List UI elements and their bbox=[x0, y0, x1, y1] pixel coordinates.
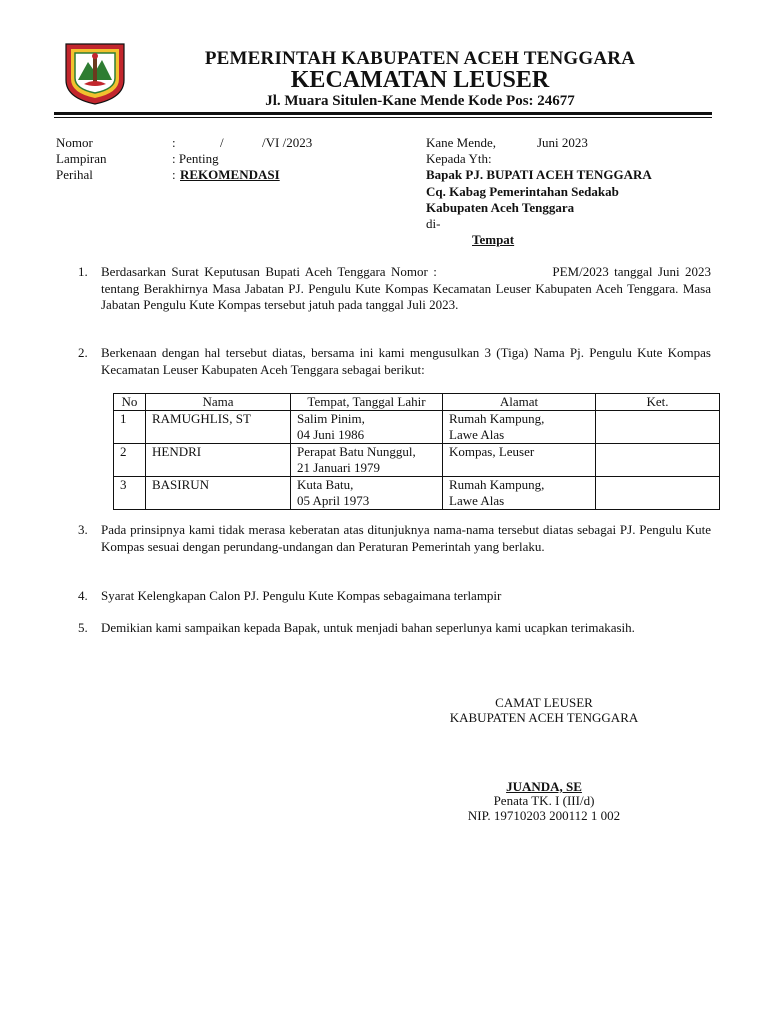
lampiran-value: : Penting bbox=[172, 151, 219, 166]
recipient-di: di- bbox=[426, 216, 441, 231]
kabupaten-emblem-logo bbox=[60, 40, 130, 106]
cell-ket bbox=[596, 444, 720, 477]
cell-nama: RAMUGHLIS, ST bbox=[146, 411, 291, 444]
nomor-slash: / bbox=[220, 135, 224, 150]
cell-alamat bbox=[443, 477, 596, 510]
point-3-text: Pada prinsipnya kami tidak merasa keberatan atas ditunjuknya nama-nama tersebut diatas sebagai PJ. Pengulu Kute Kompas sesuai dengan perundang-undangan dan Peraturan Pemerintah yang berlaku. bbox=[101, 522, 711, 554]
cell-ttl-date: 04 Juni 1986 bbox=[297, 427, 365, 442]
cell-ttl bbox=[291, 411, 443, 444]
table-header-row bbox=[114, 394, 720, 411]
cell-alamat-line-1: Rumah Kampung, bbox=[449, 477, 545, 492]
candidate-table bbox=[113, 393, 720, 510]
cell-nama: BASIRUN bbox=[146, 477, 291, 510]
letterhead-government: PEMERINTAH KABUPATEN ACEH TENGGARA bbox=[204, 48, 636, 69]
letterhead-district: KECAMATAN LEUSER bbox=[290, 67, 550, 93]
table-row bbox=[114, 444, 720, 477]
point-4-number: 4. bbox=[78, 588, 88, 603]
point-4-text: Syarat Kelengkapan Calon PJ. Pengulu Kute Kompas sebagaimana terlampir bbox=[101, 588, 502, 603]
cell-ttl-place: Kuta Batu, bbox=[297, 477, 354, 492]
nomor-colon: : bbox=[172, 135, 176, 150]
point-1-text-b: PEM/2023 tanggal Juni 2023 tentang Berakhirnya Masa Jabatan PJ. Pengulu Kute Kompas Kecamatan Leuser Kabupaten Aceh Tenggara. Masa Jabatan Pengulu Kute Kompas tersebut jatuh pada tanggal Juli 2023. bbox=[101, 264, 712, 312]
table-row bbox=[114, 477, 720, 510]
signatory-nip: NIP. 19710203 200112 1 002 bbox=[467, 808, 621, 823]
point-5-number: 5. bbox=[78, 620, 88, 635]
signatory-title-2: KABUPATEN ACEH TENGGARA bbox=[449, 710, 639, 725]
perihal-value: REKOMENDASI bbox=[180, 167, 280, 182]
cell-nama: HENDRI bbox=[146, 444, 291, 477]
cell-no: 3 bbox=[114, 477, 146, 510]
recipient-greeting: Kepada Yth: bbox=[426, 151, 492, 166]
signatory-title-1: CAMAT LEUSER bbox=[495, 695, 593, 710]
header-nama: Nama bbox=[146, 394, 291, 411]
letterhead-address: Jl. Muara Situlen-Kane Mende Kode Pos: 24677 bbox=[265, 93, 575, 109]
cell-ttl bbox=[291, 444, 443, 477]
letterhead-thin-rule bbox=[54, 117, 712, 118]
cell-ttl bbox=[291, 477, 443, 510]
header-ket: Ket. bbox=[596, 394, 720, 411]
letter-place: Kane Mende, bbox=[426, 135, 497, 150]
cell-ttl-place: Perapat Batu Nunggul, bbox=[297, 444, 416, 459]
point-1-number: 1. bbox=[78, 264, 88, 279]
perihal-colon: : bbox=[172, 167, 176, 182]
point-5-text: Demikian kami sampaikan kepada Bapak, untuk menjadi bahan seperlunya kami ucapkan terimakasih. bbox=[101, 620, 635, 635]
point-3-number: 3. bbox=[78, 522, 88, 537]
header-ttl: Tempat, Tanggal Lahir bbox=[291, 394, 443, 411]
recipient-line-3: Kabupaten Aceh Tenggara bbox=[426, 200, 575, 215]
perihal-label: Perihal bbox=[56, 167, 93, 182]
cell-alamat-line-2: Lawe Alas bbox=[449, 493, 505, 508]
cell-ket bbox=[596, 411, 720, 444]
letterhead-thick-rule bbox=[54, 112, 712, 115]
point-1-text-a: Berdasarkan Surat Keputusan Bupati Aceh Tenggara Nomor : bbox=[101, 264, 443, 279]
cell-alamat bbox=[443, 411, 596, 444]
cell-alamat-line-2: Lawe Alas bbox=[449, 427, 505, 442]
signatory-name: JUANDA, SE bbox=[506, 779, 582, 794]
signatory-rank: Penata TK. I (III/d) bbox=[493, 793, 595, 808]
cell-ket bbox=[596, 477, 720, 510]
point-2-number: 2. bbox=[78, 345, 88, 360]
point-1-text bbox=[101, 264, 711, 314]
recipient-tempat: Tempat bbox=[472, 232, 515, 247]
table-row bbox=[114, 411, 720, 444]
recipient-line-2: Cq. Kabag Pemerintahan Sedakab bbox=[426, 184, 619, 199]
lampiran-label: Lampiran bbox=[56, 151, 107, 166]
nomor-value: /VI /2023 bbox=[262, 135, 313, 150]
cell-no: 1 bbox=[114, 411, 146, 444]
cell-ttl-date: 21 Januari 1979 bbox=[297, 460, 381, 475]
cell-alamat bbox=[443, 444, 596, 477]
cell-no: 2 bbox=[114, 444, 146, 477]
point-2-text: Berkenaan dengan hal tersebut diatas, bersama ini kami mengusulkan 3 (Tiga) Nama Pj. Pengulu Kute Kompas Kecamatan Leuser Kabupaten Aceh Tenggara sebagai berikut: bbox=[101, 345, 711, 377]
nomor-label: Nomor bbox=[56, 135, 93, 150]
letter-date: Juni 2023 bbox=[537, 135, 588, 150]
header-no: No bbox=[114, 394, 146, 411]
recipient-line-1: Bapak PJ. BUPATI ACEH TENGGARA bbox=[426, 167, 652, 182]
cell-ttl-date: 05 April 1973 bbox=[297, 493, 370, 508]
cell-alamat-line-1: Kompas, Leuser bbox=[449, 444, 535, 459]
header-alamat: Alamat bbox=[443, 394, 596, 411]
cell-alamat-line-1: Rumah Kampung, bbox=[449, 411, 545, 426]
cell-ttl-place: Salim Pinim, bbox=[297, 411, 365, 426]
